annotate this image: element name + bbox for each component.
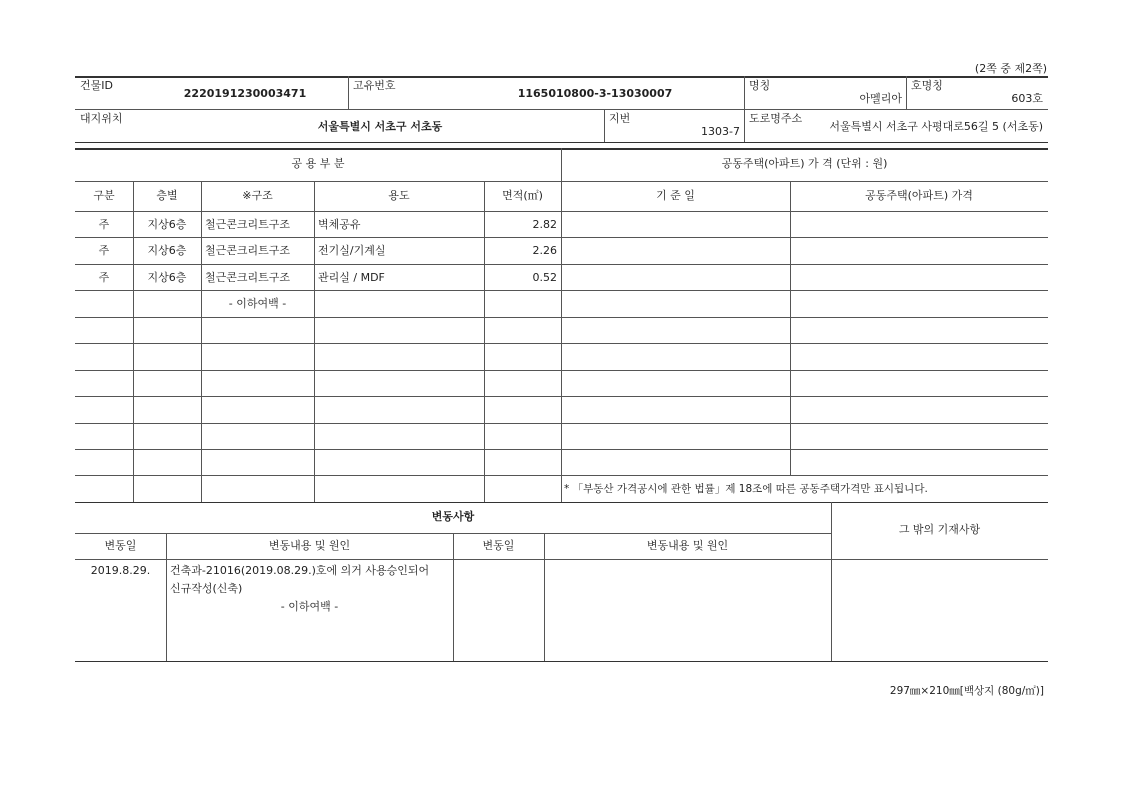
- unique-no-label: 고유번호: [353, 79, 396, 92]
- unique-no-value: 1165010800-3-13030007: [517, 87, 673, 100]
- row-use: 전기실/기계실: [318, 244, 386, 257]
- row-type: 주: [98, 218, 110, 231]
- row-area: 2.26: [532, 244, 557, 257]
- price-title: 공동주택(아파트) 가 격 (단위 : 원): [721, 157, 888, 170]
- table-col-line: [314, 181, 315, 502]
- col-price-date: 기 준 일: [656, 189, 695, 202]
- row-use: 벽체공유: [318, 218, 361, 231]
- header-divider: [604, 109, 605, 142]
- row-structure: 철근콘크리트구조: [205, 244, 291, 257]
- changes-bottom-border: [75, 661, 1048, 662]
- header-mid-border: [75, 109, 1048, 110]
- header-divider: [744, 76, 745, 109]
- row-use: 관리실 / MDF: [318, 271, 385, 284]
- row-area: 0.52: [532, 271, 557, 284]
- unit-name-value: 603호: [1011, 92, 1043, 105]
- site-value: 서울특별시 서초구 서초동: [317, 120, 443, 133]
- road-label: 도로명주소: [749, 112, 803, 125]
- change-entry-line1: 건축과-21016(2019.08.29.)호에 의거 사용승인되어: [170, 564, 430, 577]
- header-top-border: [75, 76, 1048, 78]
- change-entry-blank: - 이하여백 -: [280, 600, 339, 613]
- name-label: 명칭: [749, 79, 771, 92]
- table-col-line: [790, 181, 791, 475]
- header-bottom-border: [75, 142, 1048, 143]
- other-notes-title: 그 밖의 기재사항: [898, 523, 981, 536]
- col-change-content-2: 변동내용 및 원인: [646, 539, 729, 552]
- unit-name-label: 호명칭: [911, 79, 943, 92]
- col-area: 면적(㎡): [502, 189, 543, 202]
- lot-value: 1303-7: [701, 125, 740, 138]
- header-divider: [906, 76, 907, 109]
- road-value: 서울특별시 서초구 사평대로56길 5 (서초동): [829, 120, 1043, 133]
- row-type: 주: [98, 244, 110, 257]
- change-entry-date: 2019.8.29.: [90, 564, 151, 577]
- building-id-label: 건물ID: [80, 79, 113, 92]
- col-change-content: 변동내용 및 원인: [268, 539, 351, 552]
- lot-label: 지번: [609, 112, 631, 125]
- change-entry-line2: 신규작성(신축): [170, 582, 243, 595]
- row-floor: 지상6층: [147, 271, 187, 284]
- site-label: 대지위치: [80, 112, 123, 125]
- row-area: 2.82: [532, 218, 557, 231]
- col-structure: ※구조: [242, 189, 273, 202]
- page-indicator: (2쪽 중 제2쪽): [974, 62, 1047, 75]
- row-floor: 지상6층: [147, 244, 187, 257]
- row-type: 주: [98, 271, 110, 284]
- row-floor: 지상6층: [147, 218, 187, 231]
- row-structure: 철근콘크리트구조: [205, 218, 291, 231]
- name-value: 아멜리아: [859, 92, 902, 105]
- table-col-line: [201, 181, 202, 502]
- row-structure: 철근콘크리트구조: [205, 271, 291, 284]
- header-divider: [744, 109, 745, 142]
- col-price-value: 공동주택(아파트) 가격: [865, 189, 973, 202]
- table-bottom-border: [75, 502, 1048, 503]
- price-footnote: * 「부동산 가격공시에 관한 법률」제 18조에 따른 공동주택가격만 표시됩니다.: [564, 483, 928, 495]
- changes-title: 변동사항: [431, 510, 475, 523]
- col-change-date-2: 변동일: [482, 539, 515, 552]
- paper-spec: 297㎜×210㎜[백상지 (80g/㎡)]: [889, 685, 1044, 697]
- blank-note: - 이하여백 -: [228, 297, 287, 310]
- col-use: 용도: [388, 189, 410, 202]
- building-id-value: 2220191230003471: [183, 87, 307, 100]
- changes-line: [75, 559, 1048, 560]
- col-floor: 층별: [156, 189, 178, 202]
- col-change-date: 변동일: [104, 539, 137, 552]
- col-type: 구분: [93, 189, 115, 202]
- common-part-title: 공 용 부 분: [291, 157, 345, 170]
